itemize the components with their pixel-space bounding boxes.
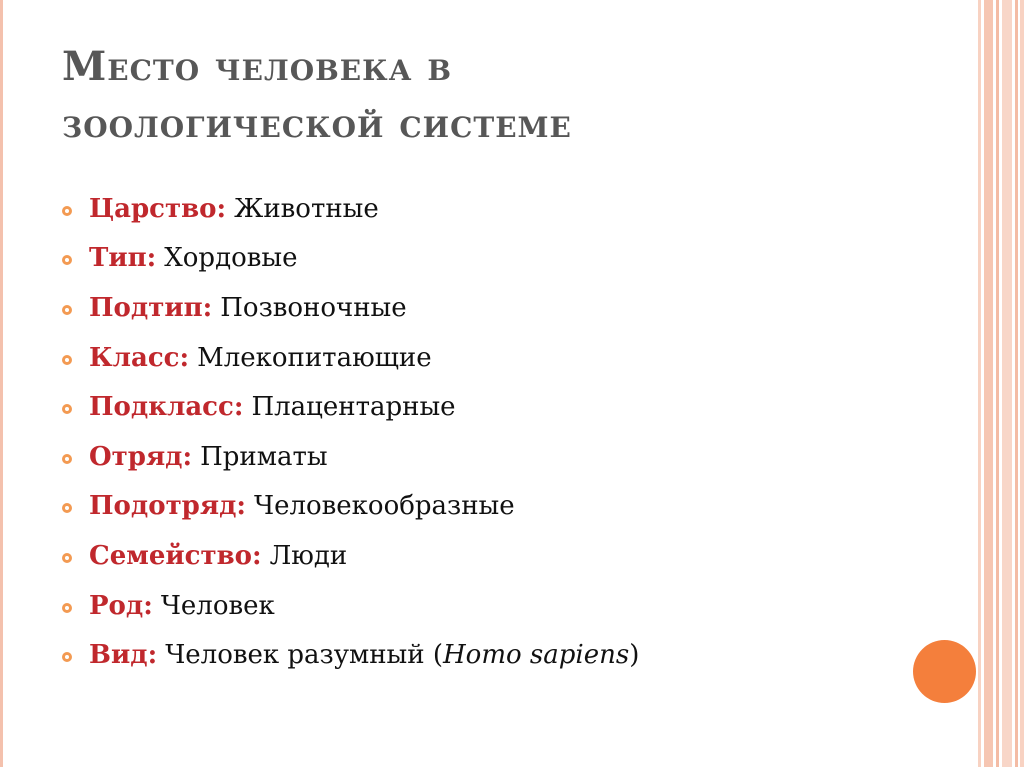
rank-label: Подотряд: xyxy=(89,491,246,522)
rank-label: Род: xyxy=(89,590,153,621)
left-border xyxy=(0,0,3,767)
rank-label: Подкласс: xyxy=(89,392,244,423)
list-item xyxy=(62,184,639,234)
orange-circle-icon xyxy=(913,640,976,703)
list-item xyxy=(62,283,639,333)
stripe xyxy=(1020,0,1024,767)
list-item xyxy=(62,531,639,581)
list-item xyxy=(62,630,639,680)
title-line-2: зоологической системе xyxy=(62,100,572,147)
rank-value: Млекопитающие xyxy=(197,342,432,373)
rank-value: Плацентарные xyxy=(251,392,456,423)
list-item xyxy=(62,382,639,432)
rank-value: Человек xyxy=(160,590,275,621)
latin-name: Homo sapiens xyxy=(443,640,630,671)
rank-label: Семейство: xyxy=(89,540,262,571)
circle-bullet-icon xyxy=(62,603,72,613)
stripe xyxy=(1002,0,1012,767)
list-item xyxy=(62,234,639,284)
right-stripes xyxy=(978,0,1024,767)
circle-bullet-icon xyxy=(62,404,72,414)
rank-label: Тип: xyxy=(89,243,157,274)
circle-bullet-icon xyxy=(62,206,72,216)
circle-bullet-icon xyxy=(62,553,72,563)
circle-bullet-icon xyxy=(62,454,72,464)
list-item xyxy=(62,333,639,383)
stripe xyxy=(978,0,981,767)
list-item xyxy=(62,581,639,631)
rank-label: Вид: xyxy=(89,640,158,671)
list-item xyxy=(62,482,639,532)
rank-label: Подтип: xyxy=(89,292,213,323)
rank-value-suffix: ) xyxy=(629,640,640,671)
circle-bullet-icon xyxy=(62,652,72,662)
rank-value: Хордовые xyxy=(164,243,298,274)
rank-value: Приматы xyxy=(200,441,328,472)
circle-bullet-icon xyxy=(62,305,72,315)
stripe xyxy=(984,0,993,767)
rank-label: Класс: xyxy=(89,342,190,373)
rank-label: Отряд: xyxy=(89,441,193,472)
rank-value: Человекообразные xyxy=(254,491,515,522)
title-line-1: Место человека в xyxy=(62,43,452,90)
circle-bullet-icon xyxy=(62,255,72,265)
page-title xyxy=(62,38,942,152)
rank-value: Позвоночные xyxy=(220,292,407,323)
rank-label: Царство: xyxy=(89,193,227,224)
circle-bullet-icon xyxy=(62,503,72,513)
rank-value: Люди xyxy=(269,540,348,571)
taxonomy-list xyxy=(62,184,639,680)
stripe xyxy=(996,0,999,767)
rank-value: Животные xyxy=(234,193,379,224)
list-item xyxy=(62,432,639,482)
rank-value xyxy=(165,640,639,670)
circle-bullet-icon xyxy=(62,355,72,365)
rank-value-text: Человек разумный ( xyxy=(165,640,443,671)
stripe xyxy=(1015,0,1018,767)
